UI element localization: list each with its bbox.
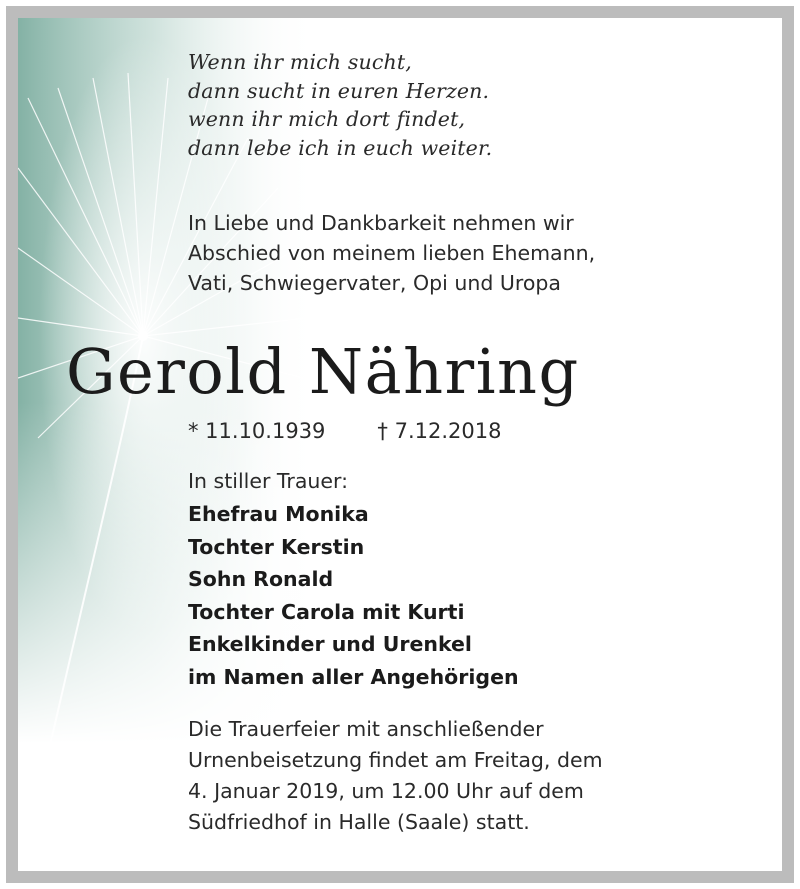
mourners-list — [188, 498, 519, 693]
birth-date: * 11.10.1939 — [188, 419, 326, 443]
funeral-notice — [188, 714, 603, 838]
obituary-card — [18, 18, 782, 871]
death-date: † 7.12.2018 — [377, 419, 502, 443]
deceased-name: Gerold Nähring — [66, 335, 580, 408]
obituary-content — [18, 18, 782, 871]
life-dates — [188, 416, 501, 446]
notice-line: Urnenbeisetzung findet am Freitag, dem — [188, 748, 603, 772]
mourner-item: Tochter Kerstin — [188, 534, 365, 559]
intro-line: Abschied von meinem lieben Ehemann, — [188, 241, 596, 265]
memorial-verse — [188, 48, 492, 162]
notice-line: 4. Januar 2019, um 12.00 Uhr auf dem — [188, 779, 584, 803]
verse-line: Wenn ihr mich sucht, — [188, 50, 412, 74]
verse-line: dann sucht in euren Herzen. — [188, 78, 490, 103]
mourner-item: Tochter Carola mit Kurti — [188, 599, 465, 624]
intro-line: Vati, Schwiegervater, Opi und Uropa — [188, 271, 561, 295]
mourners-label: In stiller Trauer: — [188, 469, 348, 493]
farewell-intro — [188, 208, 595, 298]
obituary-frame — [6, 6, 794, 883]
mourner-item: im Namen aller Angehörigen — [188, 664, 519, 689]
mourner-item: Enkelkinder und Urenkel — [188, 632, 472, 656]
notice-line: Die Trauerfeier mit anschließender — [188, 717, 544, 741]
notice-line: Südfriedhof in Halle (Saale) statt. — [188, 810, 530, 834]
mourner-item: Ehefrau Monika — [188, 502, 369, 526]
verse-line: dann lebe ich in euch weiter. — [188, 135, 493, 160]
intro-line: In Liebe und Dankbarkeit nehmen wir — [188, 211, 574, 235]
verse-line: wenn ihr mich dort findet, — [188, 107, 466, 131]
mourner-item: Sohn Ronald — [188, 567, 334, 591]
